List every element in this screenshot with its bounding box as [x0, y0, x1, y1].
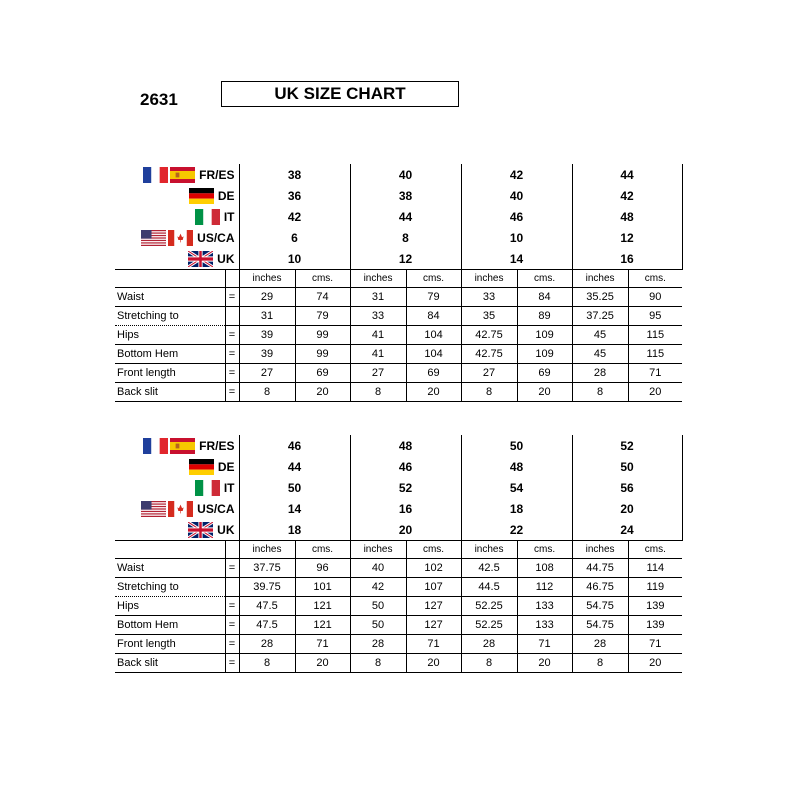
- value-inches: 28: [239, 635, 295, 654]
- value-cms: 121: [295, 597, 350, 616]
- value-cms: 112: [517, 578, 572, 597]
- size-value: 16: [350, 498, 461, 519]
- size-row-fr-es: [115, 435, 682, 456]
- measurement-label: Waist: [115, 559, 225, 578]
- region-flags: [193, 480, 220, 496]
- region-code: DE: [217, 188, 235, 203]
- region-flags: [141, 438, 195, 454]
- unit-header-row: [115, 270, 682, 288]
- region-label-cell: [115, 248, 239, 270]
- size-value: 38: [239, 164, 350, 185]
- region-label-cell: [115, 498, 239, 519]
- unit-cms-label: cms.: [295, 541, 350, 559]
- value-cms: 115: [628, 345, 682, 364]
- value-inches: 8: [461, 654, 517, 673]
- unit-inches-label: inches: [461, 270, 517, 288]
- equals-sign: =: [225, 326, 239, 345]
- measurement-row-back-slit: [115, 383, 682, 402]
- unit-cms-label: cms.: [406, 541, 461, 559]
- value-cms: 121: [295, 616, 350, 635]
- uk-flag-icon: [188, 251, 213, 267]
- measurement-label: Hips: [115, 597, 225, 616]
- measurement-row-front-length: [115, 364, 682, 383]
- size-value: 18: [461, 498, 572, 519]
- canada-flag-icon: [168, 230, 193, 246]
- value-cms: 20: [295, 654, 350, 673]
- value-inches: 42.75: [461, 345, 517, 364]
- value-inches: 39: [239, 345, 295, 364]
- value-inches: 44.75: [572, 559, 628, 578]
- value-cms: 84: [406, 307, 461, 326]
- size-value: 16: [572, 248, 682, 270]
- value-cms: 101: [295, 578, 350, 597]
- usa-flag-icon: [141, 230, 166, 246]
- value-cms: 69: [406, 364, 461, 383]
- value-inches: 35: [461, 307, 517, 326]
- size-value: 52: [572, 435, 682, 456]
- size-value: 14: [461, 248, 572, 270]
- measurement-label: Stretching to: [115, 307, 225, 326]
- size-value: 44: [572, 164, 682, 185]
- value-cms: 84: [517, 288, 572, 307]
- value-cms: 20: [295, 383, 350, 402]
- region-label-cell: [115, 456, 239, 477]
- region-label-cell: [115, 206, 239, 227]
- value-inches: 8: [239, 654, 295, 673]
- value-cms: 133: [517, 616, 572, 635]
- size-value: 46: [461, 206, 572, 227]
- value-cms: 139: [628, 597, 682, 616]
- value-cms: 115: [628, 326, 682, 345]
- value-cms: 127: [406, 616, 461, 635]
- equals-sign: =: [225, 635, 239, 654]
- region-flags: [187, 459, 214, 475]
- equals-sign: [225, 578, 239, 597]
- size-value: 50: [572, 456, 682, 477]
- value-inches: 54.75: [572, 616, 628, 635]
- region-flags: [193, 209, 220, 225]
- italy-flag-icon: [195, 480, 220, 496]
- region-code: UK: [217, 251, 235, 266]
- value-cms: 95: [628, 307, 682, 326]
- measurement-label: Back slit: [115, 383, 225, 402]
- size-value: 40: [350, 164, 461, 185]
- value-inches: 42.5: [461, 559, 517, 578]
- value-inches: 29: [239, 288, 295, 307]
- size-value: 54: [461, 477, 572, 498]
- measurement-label: Back slit: [115, 654, 225, 673]
- value-inches: 27: [350, 364, 406, 383]
- usa-flag-icon: [141, 501, 166, 517]
- value-cms: 69: [295, 364, 350, 383]
- equals-sign: =: [225, 383, 239, 402]
- value-inches: 47.5: [239, 616, 295, 635]
- value-inches: 40: [350, 559, 406, 578]
- size-value: 56: [572, 477, 682, 498]
- value-inches: 28: [461, 635, 517, 654]
- measurement-label: Waist: [115, 288, 225, 307]
- spain-flag-icon: [170, 167, 195, 183]
- region-code: IT: [223, 480, 235, 495]
- value-inches: 50: [350, 597, 406, 616]
- value-cms: 71: [295, 635, 350, 654]
- value-cms: 99: [295, 326, 350, 345]
- size-value: 42: [572, 185, 682, 206]
- measurement-row-stretching-to: [115, 578, 682, 597]
- unit-inches-label: inches: [350, 270, 406, 288]
- equals-sign: =: [225, 345, 239, 364]
- chart-title: UK SIZE CHART: [221, 81, 459, 107]
- size-value: 38: [350, 185, 461, 206]
- equals-sign: =: [225, 559, 239, 578]
- value-inches: 42: [350, 578, 406, 597]
- unit-cms-label: cms.: [517, 270, 572, 288]
- value-inches: 52.25: [461, 616, 517, 635]
- value-cms: 90: [628, 288, 682, 307]
- size-row-uk: [115, 519, 682, 541]
- value-inches: 8: [461, 383, 517, 402]
- measurement-label: Bottom Hem: [115, 616, 225, 635]
- region-flags: [139, 230, 193, 246]
- value-cms: 71: [406, 635, 461, 654]
- value-cms: 71: [517, 635, 572, 654]
- blank-cell: [225, 541, 239, 559]
- value-cms: 79: [406, 288, 461, 307]
- value-inches: 42.75: [461, 326, 517, 345]
- value-inches: 46.75: [572, 578, 628, 597]
- size-value: 50: [239, 477, 350, 498]
- unit-cms-label: cms.: [406, 270, 461, 288]
- value-cms: 71: [628, 364, 682, 383]
- value-inches: 39: [239, 326, 295, 345]
- region-flags: [186, 251, 213, 267]
- unit-inches-label: inches: [239, 270, 295, 288]
- measurement-row-waist: [115, 288, 682, 307]
- measurement-row-bottom-hem: [115, 616, 682, 635]
- unit-cms-label: cms.: [628, 270, 682, 288]
- value-cms: 114: [628, 559, 682, 578]
- region-code: FR/ES: [199, 438, 235, 453]
- equals-sign: =: [225, 288, 239, 307]
- germany-flag-icon: [189, 459, 214, 475]
- value-inches: 33: [350, 307, 406, 326]
- size-value: 8: [350, 227, 461, 248]
- product-number: 2631: [140, 90, 178, 109]
- region-flags: [186, 522, 213, 538]
- size-value: 24: [572, 519, 682, 541]
- equals-sign: =: [225, 364, 239, 383]
- size-value: 20: [572, 498, 682, 519]
- measurement-label: Stretching to: [115, 578, 225, 597]
- size-row-fr-es: [115, 164, 682, 185]
- unit-cms-label: cms.: [517, 541, 572, 559]
- value-cms: 108: [517, 559, 572, 578]
- value-cms: 20: [628, 383, 682, 402]
- value-inches: 37.75: [239, 559, 295, 578]
- size-value: 48: [572, 206, 682, 227]
- value-inches: 31: [350, 288, 406, 307]
- region-label-cell: [115, 227, 239, 248]
- value-inches: 41: [350, 326, 406, 345]
- region-code: US/CA: [197, 501, 235, 516]
- size-value: 6: [239, 227, 350, 248]
- value-cms: 20: [517, 383, 572, 402]
- value-inches: 8: [350, 383, 406, 402]
- value-cms: 20: [517, 654, 572, 673]
- size-value: 10: [239, 248, 350, 270]
- size-value: 46: [350, 456, 461, 477]
- size-value: 44: [350, 206, 461, 227]
- italy-flag-icon: [195, 209, 220, 225]
- size-value: 12: [350, 248, 461, 270]
- value-inches: 27: [239, 364, 295, 383]
- unit-inches-label: inches: [572, 270, 628, 288]
- unit-inches-label: inches: [350, 541, 406, 559]
- value-cms: 99: [295, 345, 350, 364]
- value-inches: 8: [350, 654, 406, 673]
- value-inches: 28: [350, 635, 406, 654]
- value-inches: 27: [461, 364, 517, 383]
- value-cms: 104: [406, 345, 461, 364]
- value-cms: 109: [517, 345, 572, 364]
- value-inches: 41: [350, 345, 406, 364]
- value-inches: 28: [572, 364, 628, 383]
- value-cms: 102: [406, 559, 461, 578]
- value-cms: 109: [517, 326, 572, 345]
- value-inches: 45: [572, 345, 628, 364]
- region-code: DE: [217, 459, 235, 474]
- equals-sign: =: [225, 597, 239, 616]
- size-value: 20: [350, 519, 461, 541]
- value-cms: 69: [517, 364, 572, 383]
- size-value: 50: [461, 435, 572, 456]
- region-flags: [139, 501, 193, 517]
- value-cms: 89: [517, 307, 572, 326]
- measurement-row-front-length: [115, 635, 682, 654]
- value-cms: 71: [628, 635, 682, 654]
- unit-cms-label: cms.: [628, 541, 682, 559]
- measurement-label: Front length: [115, 635, 225, 654]
- measurement-row-back-slit: [115, 654, 682, 673]
- size-value: 12: [572, 227, 682, 248]
- region-flags: [187, 188, 214, 204]
- value-inches: 8: [572, 383, 628, 402]
- unit-cms-label: cms.: [295, 270, 350, 288]
- size-value: 40: [461, 185, 572, 206]
- region-label-cell: [115, 435, 239, 456]
- region-label-cell: [115, 519, 239, 541]
- value-inches: 45: [572, 326, 628, 345]
- france-flag-icon: [143, 167, 168, 183]
- region-label-cell: [115, 185, 239, 206]
- value-inches: 8: [239, 383, 295, 402]
- region-code: UK: [217, 522, 235, 537]
- size-row-us-ca: [115, 227, 682, 248]
- value-cms: 79: [295, 307, 350, 326]
- size-value: 36: [239, 185, 350, 206]
- spain-flag-icon: [170, 438, 195, 454]
- measurement-label: Hips: [115, 326, 225, 345]
- equals-sign: =: [225, 654, 239, 673]
- blank-cell: [115, 270, 225, 288]
- unit-inches-label: inches: [572, 541, 628, 559]
- measurement-label: Bottom Hem: [115, 345, 225, 364]
- region-label-cell: [115, 164, 239, 185]
- measurement-row-hips: [115, 326, 682, 345]
- value-cms: 119: [628, 578, 682, 597]
- blank-cell: [225, 270, 239, 288]
- value-inches: 54.75: [572, 597, 628, 616]
- measurement-label: Front length: [115, 364, 225, 383]
- france-flag-icon: [143, 438, 168, 454]
- size-value: 42: [461, 164, 572, 185]
- value-inches: 44.5: [461, 578, 517, 597]
- value-inches: 52.25: [461, 597, 517, 616]
- measurement-row-hips: [115, 597, 682, 616]
- size-value: 42: [239, 206, 350, 227]
- value-cms: 139: [628, 616, 682, 635]
- value-inches: 31: [239, 307, 295, 326]
- value-cms: 20: [406, 383, 461, 402]
- value-cms: 104: [406, 326, 461, 345]
- size-row-it: [115, 477, 682, 498]
- size-row-de: [115, 185, 682, 206]
- region-code: FR/ES: [199, 167, 235, 182]
- size-value: 48: [350, 435, 461, 456]
- value-inches: 35.25: [572, 288, 628, 307]
- size-value: 22: [461, 519, 572, 541]
- size-row-it: [115, 206, 682, 227]
- value-inches: 39.75: [239, 578, 295, 597]
- region-flags: [141, 167, 195, 183]
- size-row-uk: [115, 248, 682, 270]
- value-inches: 47.5: [239, 597, 295, 616]
- uk-flag-icon: [188, 522, 213, 538]
- size-row-us-ca: [115, 498, 682, 519]
- equals-sign: [225, 307, 239, 326]
- value-cms: 133: [517, 597, 572, 616]
- value-cms: 127: [406, 597, 461, 616]
- region-code: US/CA: [197, 230, 235, 245]
- size-value: 48: [461, 456, 572, 477]
- value-cms: 20: [406, 654, 461, 673]
- measurement-row-waist: [115, 559, 682, 578]
- blank-cell: [115, 541, 225, 559]
- value-inches: 8: [572, 654, 628, 673]
- size-value: 44: [239, 456, 350, 477]
- value-cms: 107: [406, 578, 461, 597]
- unit-inches-label: inches: [239, 541, 295, 559]
- size-value: 10: [461, 227, 572, 248]
- size-value: 18: [239, 519, 350, 541]
- canada-flag-icon: [168, 501, 193, 517]
- size-chart-table-1: [115, 164, 683, 402]
- size-row-de: [115, 456, 682, 477]
- unit-header-row: [115, 541, 682, 559]
- value-inches: 33: [461, 288, 517, 307]
- value-inches: 28: [572, 635, 628, 654]
- value-inches: 37.25: [572, 307, 628, 326]
- value-cms: 96: [295, 559, 350, 578]
- region-code: IT: [223, 209, 235, 224]
- size-chart-table-2: [115, 435, 683, 673]
- measurement-row-bottom-hem: [115, 345, 682, 364]
- measurement-row-stretching-to: [115, 307, 682, 326]
- value-cms: 74: [295, 288, 350, 307]
- size-value: 14: [239, 498, 350, 519]
- value-cms: 20: [628, 654, 682, 673]
- size-value: 46: [239, 435, 350, 456]
- value-inches: 50: [350, 616, 406, 635]
- equals-sign: =: [225, 616, 239, 635]
- size-value: 52: [350, 477, 461, 498]
- region-label-cell: [115, 477, 239, 498]
- unit-inches-label: inches: [461, 541, 517, 559]
- germany-flag-icon: [189, 188, 214, 204]
